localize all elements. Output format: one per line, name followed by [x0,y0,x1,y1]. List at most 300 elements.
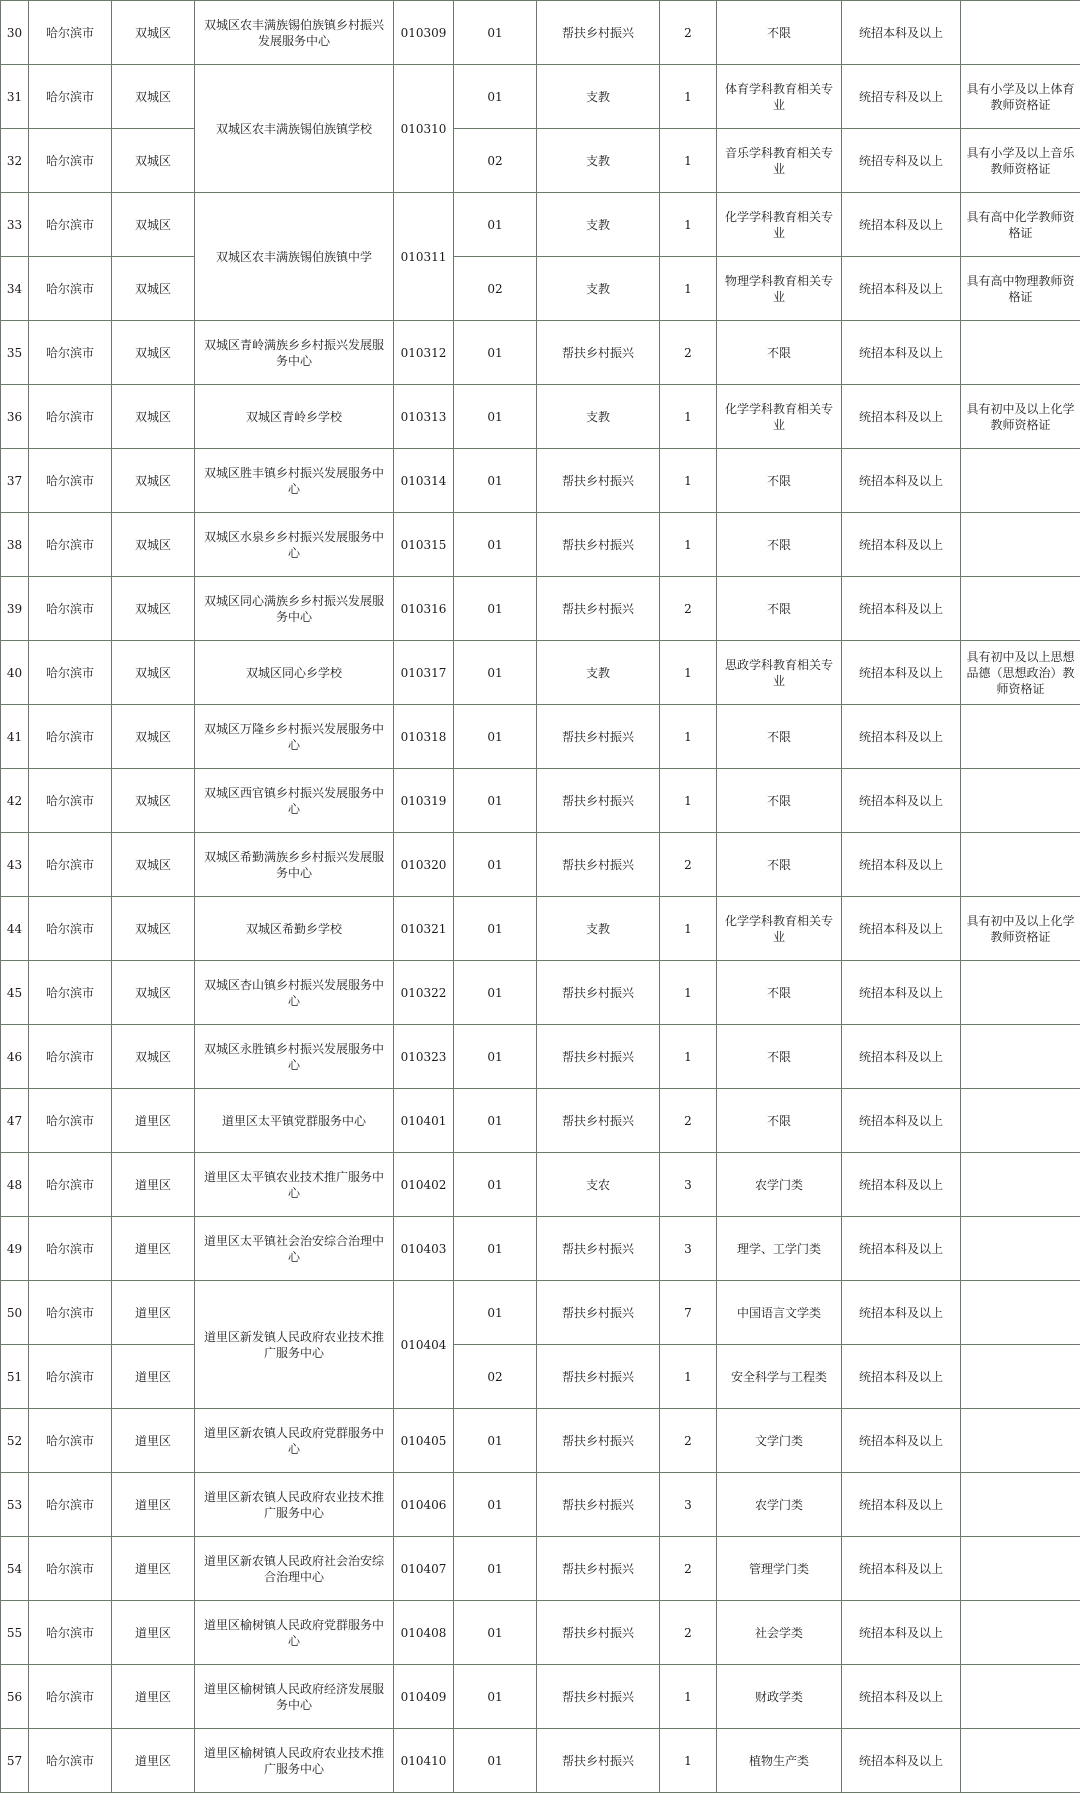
post-type-cell: 支教 [537,385,660,449]
table-row [1,1537,1080,1601]
post-code-cell: 01 [454,1,537,65]
condition-cell [961,1537,1080,1601]
city-cell: 哈尔滨市 [29,1537,112,1601]
post-type-cell: 支教 [537,129,660,193]
row-index: 57 [1,1729,29,1793]
condition-cell: 具有高中物理教师资格证 [961,257,1080,321]
table-row [1,961,1080,1025]
major-cell: 不限 [717,1025,842,1089]
unit-name-cell: 道里区新农镇人民政府党群服务中心 [195,1409,394,1473]
unit-code-cell: 010407 [394,1537,454,1601]
unit-name-cell: 道里区榆树镇人民政府农业技术推广服务中心 [195,1729,394,1793]
table-row [1,1473,1080,1537]
condition-cell [961,1153,1080,1217]
major-cell: 理学、工学门类 [717,1217,842,1281]
city-cell: 哈尔滨市 [29,577,112,641]
headcount-cell: 1 [660,129,717,193]
row-index: 32 [1,129,29,193]
district-cell: 双城区 [112,321,195,385]
city-cell: 哈尔滨市 [29,833,112,897]
table-row [1,769,1080,833]
district-cell: 道里区 [112,1345,195,1409]
unit-code-cell: 010320 [394,833,454,897]
row-index: 46 [1,1025,29,1089]
education-cell: 统招本科及以上 [842,577,961,641]
unit-code-cell: 010311 [394,193,454,321]
table-row [1,1,1080,65]
post-code-cell: 01 [454,833,537,897]
post-type-cell: 帮扶乡村振兴 [537,1409,660,1473]
unit-code-cell: 010405 [394,1409,454,1473]
post-type-cell: 帮扶乡村振兴 [537,321,660,385]
condition-cell: 具有小学及以上音乐教师资格证 [961,129,1080,193]
post-type-cell: 帮扶乡村振兴 [537,833,660,897]
post-type-cell: 支教 [537,257,660,321]
major-cell: 安全科学与工程类 [717,1345,842,1409]
unit-code-cell: 010317 [394,641,454,705]
row-index: 49 [1,1217,29,1281]
row-index: 47 [1,1089,29,1153]
education-cell: 统招本科及以上 [842,1025,961,1089]
unit-code-cell: 010310 [394,65,454,193]
district-cell: 道里区 [112,1217,195,1281]
headcount-cell: 1 [660,385,717,449]
headcount-cell: 2 [660,321,717,385]
post-type-cell: 帮扶乡村振兴 [537,769,660,833]
city-cell: 哈尔滨市 [29,1473,112,1537]
condition-cell: 具有高中化学教师资格证 [961,193,1080,257]
unit-name-cell: 双城区万隆乡乡村振兴发展服务中心 [195,705,394,769]
district-cell: 道里区 [112,1537,195,1601]
row-index: 38 [1,513,29,577]
post-type-cell: 支教 [537,897,660,961]
headcount-cell: 3 [660,1217,717,1281]
city-cell: 哈尔滨市 [29,705,112,769]
unit-code-cell: 010315 [394,513,454,577]
unit-name-cell: 双城区永胜镇乡村振兴发展服务中心 [195,1025,394,1089]
major-cell: 不限 [717,577,842,641]
city-cell: 哈尔滨市 [29,1281,112,1345]
education-cell: 统招本科及以上 [842,1601,961,1665]
education-cell: 统招本科及以上 [842,1537,961,1601]
major-cell: 化学学科教育相关专业 [717,385,842,449]
headcount-cell: 2 [660,1089,717,1153]
unit-code-cell: 010410 [394,1729,454,1793]
unit-code-cell: 010404 [394,1281,454,1409]
education-cell: 统招本科及以上 [842,641,961,705]
condition-cell [961,1,1080,65]
row-index: 42 [1,769,29,833]
post-type-cell: 帮扶乡村振兴 [537,961,660,1025]
unit-code-cell: 010403 [394,1217,454,1281]
post-code-cell: 01 [454,1089,537,1153]
table-row [1,577,1080,641]
headcount-cell: 1 [660,65,717,129]
district-cell: 道里区 [112,1729,195,1793]
post-code-cell: 01 [454,1537,537,1601]
unit-name-cell: 双城区希勤满族乡乡村振兴发展服务中心 [195,833,394,897]
table-row [1,449,1080,513]
headcount-cell: 1 [660,961,717,1025]
post-type-cell: 帮扶乡村振兴 [537,1665,660,1729]
table-row [1,1665,1080,1729]
district-cell: 双城区 [112,769,195,833]
unit-name-cell: 双城区农丰满族锡伯族镇学校 [195,65,394,193]
post-code-cell: 01 [454,1025,537,1089]
major-cell: 财政学类 [717,1665,842,1729]
condition-cell [961,705,1080,769]
post-code-cell: 01 [454,385,537,449]
district-cell: 道里区 [112,1409,195,1473]
headcount-cell: 1 [660,769,717,833]
headcount-cell: 1 [660,513,717,577]
education-cell: 统招本科及以上 [842,1345,961,1409]
education-cell: 统招本科及以上 [842,1089,961,1153]
city-cell: 哈尔滨市 [29,1729,112,1793]
table-row [1,1281,1080,1345]
condition-cell [961,1281,1080,1345]
education-cell: 统招本科及以上 [842,1665,961,1729]
major-cell: 化学学科教育相关专业 [717,193,842,257]
table-row [1,513,1080,577]
condition-cell: 具有初中及以上化学教师资格证 [961,897,1080,961]
district-cell: 道里区 [112,1601,195,1665]
major-cell: 不限 [717,769,842,833]
unit-name-cell: 双城区青岭满族乡乡村振兴发展服务中心 [195,321,394,385]
headcount-cell: 3 [660,1153,717,1217]
education-cell: 统招本科及以上 [842,1409,961,1473]
major-cell: 不限 [717,961,842,1025]
post-code-cell: 01 [454,1729,537,1793]
condition-cell [961,1601,1080,1665]
headcount-cell: 1 [660,1345,717,1409]
unit-name-cell: 道里区太平镇党群服务中心 [195,1089,394,1153]
district-cell: 双城区 [112,961,195,1025]
condition-cell: 具有初中及以上化学教师资格证 [961,385,1080,449]
unit-code-cell: 010401 [394,1089,454,1153]
post-type-cell: 支教 [537,193,660,257]
education-cell: 统招专科及以上 [842,65,961,129]
district-cell: 双城区 [112,1,195,65]
district-cell: 道里区 [112,1153,195,1217]
post-code-cell: 01 [454,641,537,705]
condition-cell: 具有初中及以上思想品德（思想政治）教师资格证 [961,641,1080,705]
education-cell: 统招本科及以上 [842,449,961,513]
headcount-cell: 1 [660,257,717,321]
headcount-cell: 2 [660,1409,717,1473]
row-index: 53 [1,1473,29,1537]
condition-cell [961,1473,1080,1537]
table-row [1,1217,1080,1281]
condition-cell [961,513,1080,577]
city-cell: 哈尔滨市 [29,65,112,129]
condition-cell: 具有小学及以上体育教师资格证 [961,65,1080,129]
table-row [1,257,1080,321]
row-index: 35 [1,321,29,385]
unit-name-cell: 道里区新农镇人民政府农业技术推广服务中心 [195,1473,394,1537]
post-type-cell: 帮扶乡村振兴 [537,1729,660,1793]
unit-name-cell: 双城区青岭乡学校 [195,385,394,449]
post-type-cell: 支教 [537,65,660,129]
row-index: 54 [1,1537,29,1601]
district-cell: 双城区 [112,65,195,129]
district-cell: 双城区 [112,833,195,897]
table-row [1,833,1080,897]
post-code-cell: 01 [454,769,537,833]
district-cell: 道里区 [112,1473,195,1537]
condition-cell [961,1729,1080,1793]
condition-cell [961,577,1080,641]
city-cell: 哈尔滨市 [29,449,112,513]
education-cell: 统招专科及以上 [842,129,961,193]
major-cell: 体育学科教育相关专业 [717,65,842,129]
education-cell: 统招本科及以上 [842,1729,961,1793]
unit-name-cell: 道里区太平镇社会治安综合治理中心 [195,1217,394,1281]
major-cell: 不限 [717,449,842,513]
unit-code-cell: 010402 [394,1153,454,1217]
major-cell: 不限 [717,833,842,897]
table-row [1,1153,1080,1217]
row-index: 51 [1,1345,29,1409]
post-type-cell: 支农 [537,1153,660,1217]
condition-cell [961,1665,1080,1729]
major-cell: 农学门类 [717,1153,842,1217]
post-code-cell: 01 [454,321,537,385]
district-cell: 双城区 [112,385,195,449]
row-index: 30 [1,1,29,65]
education-cell: 统招本科及以上 [842,193,961,257]
post-type-cell: 帮扶乡村振兴 [537,1601,660,1665]
city-cell: 哈尔滨市 [29,1,112,65]
major-cell: 农学门类 [717,1473,842,1537]
post-code-cell: 01 [454,577,537,641]
post-code-cell: 01 [454,705,537,769]
unit-code-cell: 010314 [394,449,454,513]
unit-code-cell: 010309 [394,1,454,65]
condition-cell [961,449,1080,513]
post-type-cell: 帮扶乡村振兴 [537,1025,660,1089]
unit-name-cell: 双城区希勤乡学校 [195,897,394,961]
row-index: 31 [1,65,29,129]
table-row [1,1025,1080,1089]
unit-name-cell: 道里区榆树镇人民政府党群服务中心 [195,1601,394,1665]
table-row [1,641,1080,705]
row-index: 41 [1,705,29,769]
city-cell: 哈尔滨市 [29,129,112,193]
city-cell: 哈尔滨市 [29,1089,112,1153]
major-cell: 不限 [717,1089,842,1153]
row-index: 37 [1,449,29,513]
row-index: 50 [1,1281,29,1345]
post-code-cell: 01 [454,1665,537,1729]
major-cell: 物理学科教育相关专业 [717,257,842,321]
table-row [1,1409,1080,1473]
headcount-cell: 1 [660,897,717,961]
post-code-cell: 02 [454,257,537,321]
unit-code-cell: 010322 [394,961,454,1025]
post-code-cell: 01 [454,449,537,513]
condition-cell [961,961,1080,1025]
condition-cell [961,769,1080,833]
major-cell: 植物生产类 [717,1729,842,1793]
education-cell: 统招本科及以上 [842,1217,961,1281]
post-type-cell: 帮扶乡村振兴 [537,1345,660,1409]
post-code-cell: 01 [454,961,537,1025]
education-cell: 统招本科及以上 [842,1,961,65]
table-row [1,193,1080,257]
unit-code-cell: 010323 [394,1025,454,1089]
education-cell: 统招本科及以上 [842,705,961,769]
unit-name-cell: 双城区农丰满族锡伯族镇中学 [195,193,394,321]
district-cell: 双城区 [112,449,195,513]
unit-code-cell: 010313 [394,385,454,449]
major-cell: 管理学门类 [717,1537,842,1601]
post-type-cell: 支教 [537,641,660,705]
district-cell: 道里区 [112,1089,195,1153]
education-cell: 统招本科及以上 [842,513,961,577]
unit-name-cell: 道里区新农镇人民政府社会治安综合治理中心 [195,1537,394,1601]
district-cell: 双城区 [112,257,195,321]
unit-code-cell: 010318 [394,705,454,769]
table-row [1,897,1080,961]
unit-name-cell: 双城区西官镇乡村振兴发展服务中心 [195,769,394,833]
unit-code-cell: 010321 [394,897,454,961]
unit-name-cell: 双城区农丰满族锡伯族镇乡村振兴发展服务中心 [195,1,394,65]
post-code-cell: 01 [454,1217,537,1281]
education-cell: 统招本科及以上 [842,897,961,961]
row-index: 52 [1,1409,29,1473]
post-type-cell: 帮扶乡村振兴 [537,1537,660,1601]
city-cell: 哈尔滨市 [29,385,112,449]
table-row [1,65,1080,129]
headcount-cell: 2 [660,1537,717,1601]
row-index: 43 [1,833,29,897]
city-cell: 哈尔滨市 [29,1217,112,1281]
city-cell: 哈尔滨市 [29,321,112,385]
unit-code-cell: 010409 [394,1665,454,1729]
row-index: 56 [1,1665,29,1729]
major-cell: 社会学类 [717,1601,842,1665]
education-cell: 统招本科及以上 [842,321,961,385]
headcount-cell: 1 [660,1665,717,1729]
major-cell: 不限 [717,513,842,577]
major-cell: 不限 [717,321,842,385]
headcount-cell: 1 [660,1025,717,1089]
row-index: 48 [1,1153,29,1217]
unit-code-cell: 010316 [394,577,454,641]
education-cell: 统招本科及以上 [842,833,961,897]
table-row [1,1089,1080,1153]
district-cell: 双城区 [112,641,195,705]
city-cell: 哈尔滨市 [29,1409,112,1473]
district-cell: 道里区 [112,1281,195,1345]
unit-name-cell: 双城区杏山镇乡村振兴发展服务中心 [195,961,394,1025]
headcount-cell: 1 [660,449,717,513]
education-cell: 统招本科及以上 [842,257,961,321]
row-index: 36 [1,385,29,449]
row-index: 33 [1,193,29,257]
education-cell: 统招本科及以上 [842,1473,961,1537]
condition-cell [961,1089,1080,1153]
post-type-cell: 帮扶乡村振兴 [537,577,660,641]
city-cell: 哈尔滨市 [29,897,112,961]
education-cell: 统招本科及以上 [842,1153,961,1217]
unit-name-cell: 双城区水泉乡乡村振兴发展服务中心 [195,513,394,577]
unit-name-cell: 道里区新发镇人民政府农业技术推广服务中心 [195,1281,394,1409]
unit-code-cell: 010312 [394,321,454,385]
city-cell: 哈尔滨市 [29,641,112,705]
post-code-cell: 01 [454,193,537,257]
headcount-cell: 7 [660,1281,717,1345]
post-type-cell: 帮扶乡村振兴 [537,449,660,513]
city-cell: 哈尔滨市 [29,513,112,577]
education-cell: 统招本科及以上 [842,769,961,833]
headcount-cell: 1 [660,641,717,705]
condition-cell [961,321,1080,385]
major-cell: 中国语言文学类 [717,1281,842,1345]
condition-cell [961,1217,1080,1281]
post-type-cell: 帮扶乡村振兴 [537,1281,660,1345]
post-code-cell: 01 [454,1281,537,1345]
district-cell: 双城区 [112,513,195,577]
post-code-cell: 01 [454,1409,537,1473]
post-code-cell: 01 [454,1473,537,1537]
post-type-cell: 帮扶乡村振兴 [537,1,660,65]
post-type-cell: 帮扶乡村振兴 [537,513,660,577]
district-cell: 双城区 [112,129,195,193]
post-code-cell: 01 [454,65,537,129]
table-row [1,1729,1080,1793]
unit-code-cell: 010408 [394,1601,454,1665]
education-cell: 统招本科及以上 [842,385,961,449]
table-row [1,705,1080,769]
headcount-cell: 2 [660,1,717,65]
row-index: 45 [1,961,29,1025]
district-cell: 双城区 [112,577,195,641]
major-cell: 音乐学科教育相关专业 [717,129,842,193]
major-cell: 不限 [717,705,842,769]
city-cell: 哈尔滨市 [29,769,112,833]
post-type-cell: 帮扶乡村振兴 [537,705,660,769]
unit-code-cell: 010406 [394,1473,454,1537]
condition-cell [961,1409,1080,1473]
district-cell: 双城区 [112,1025,195,1089]
condition-cell [961,1345,1080,1409]
city-cell: 哈尔滨市 [29,1665,112,1729]
table-row [1,385,1080,449]
post-code-cell: 02 [454,129,537,193]
headcount-cell: 1 [660,705,717,769]
headcount-cell: 1 [660,1729,717,1793]
major-cell: 思政学科教育相关专业 [717,641,842,705]
headcount-cell: 2 [660,1601,717,1665]
headcount-cell: 3 [660,1473,717,1537]
city-cell: 哈尔滨市 [29,1601,112,1665]
unit-name-cell: 道里区太平镇农业技术推广服务中心 [195,1153,394,1217]
post-code-cell: 01 [454,1601,537,1665]
row-index: 34 [1,257,29,321]
unit-name-cell: 双城区同心乡学校 [195,641,394,705]
district-cell: 双城区 [112,705,195,769]
post-type-cell: 帮扶乡村振兴 [537,1089,660,1153]
city-cell: 哈尔滨市 [29,1153,112,1217]
post-code-cell: 02 [454,1345,537,1409]
city-cell: 哈尔滨市 [29,193,112,257]
major-cell: 文学门类 [717,1409,842,1473]
unit-name-cell: 双城区同心满族乡乡村振兴发展服务中心 [195,577,394,641]
headcount-cell: 2 [660,577,717,641]
headcount-cell: 1 [660,193,717,257]
